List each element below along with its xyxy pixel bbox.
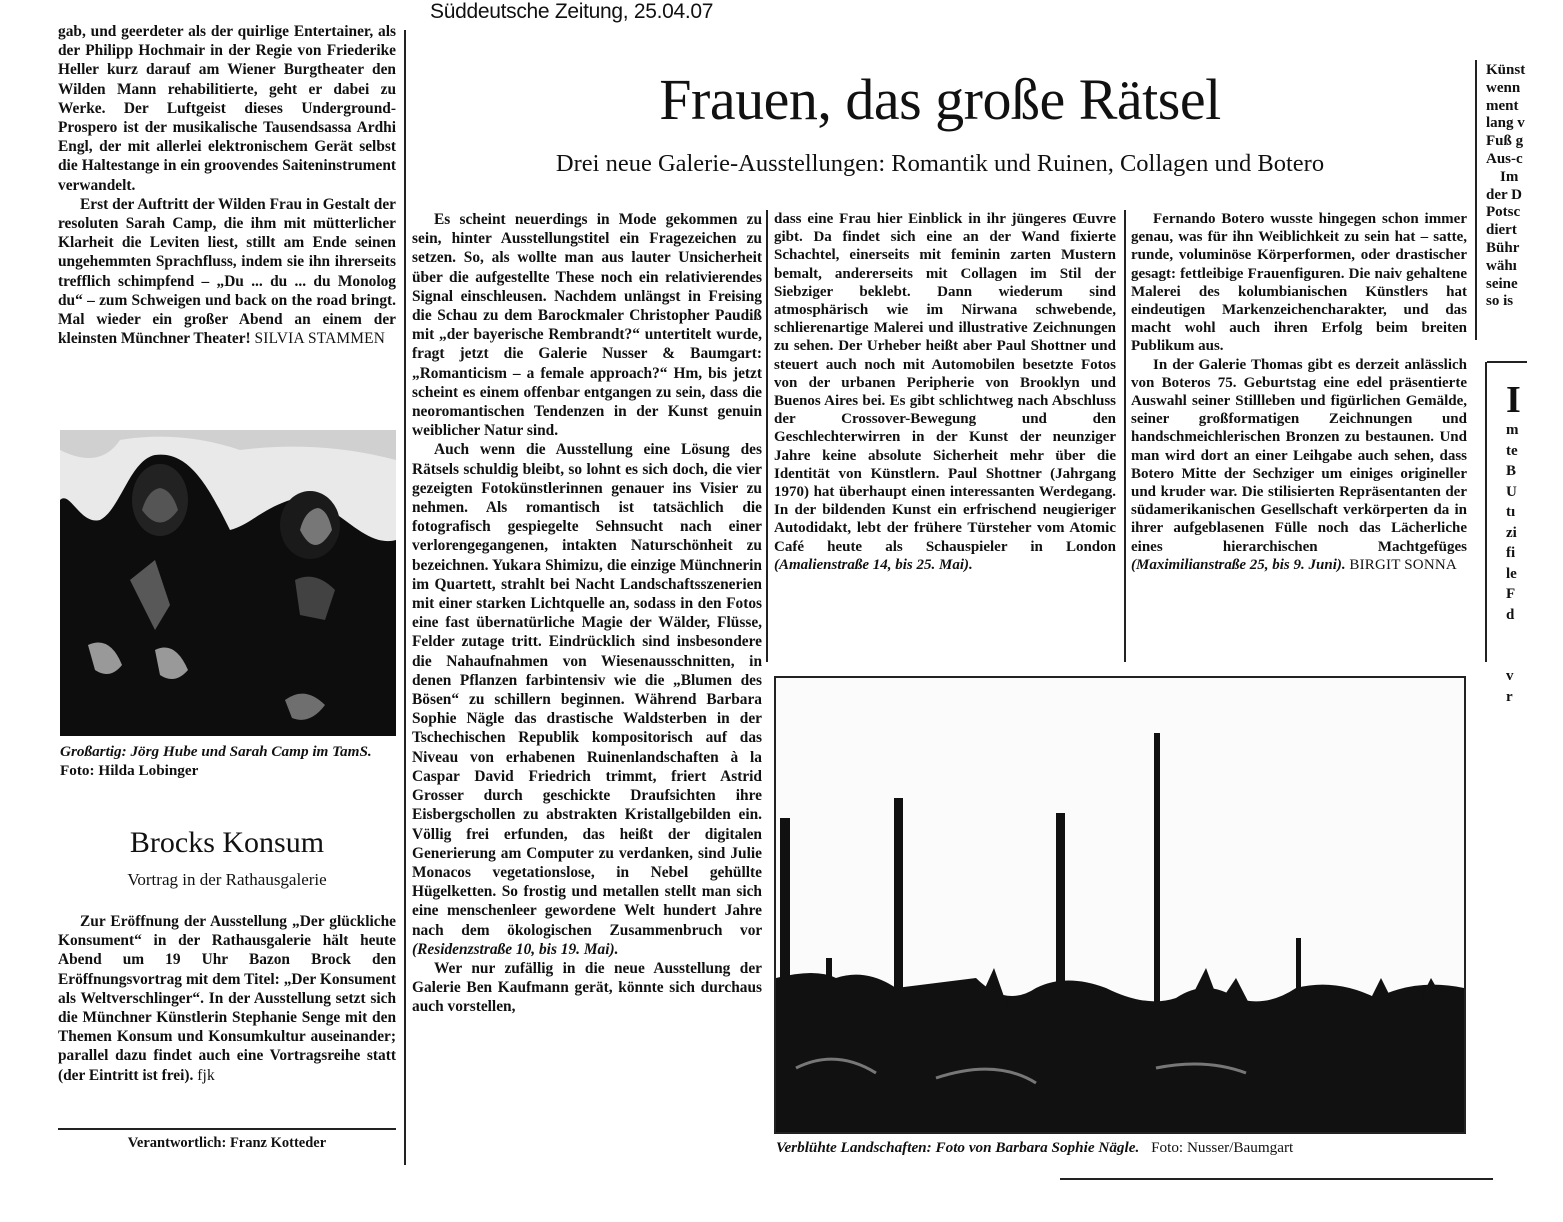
photo-dead-forest-landscape <box>774 676 1466 1134</box>
article-paragraph: Wer nur zufällig in die neue Ausstellung der Galerie Ben Kaufmann gerät, könnte sich durchaus auch vorstellen, <box>412 959 762 1016</box>
fragment-line: fi <box>1506 545 1516 561</box>
review-paragraph <box>58 195 396 349</box>
fragment-line: wenn <box>1486 79 1521 96</box>
fragment-line <box>1506 646 1536 667</box>
fragment-line: U <box>1506 483 1517 500</box>
section-rule <box>1060 1178 1493 1180</box>
source-line: Süddeutsche Zeitung, 25.04.07 <box>430 0 714 23</box>
fragment-line: d <box>1506 606 1515 623</box>
exhibition-address: (Maximilianstraße 25, bis 9. Juni). <box>1131 556 1346 573</box>
fragment-line: v <box>1506 668 1514 684</box>
article-paragraph-text: dass eine Frau hier Einblick in ihr jüngeres Œuvre gibt. Da findet sich eine an der Wand fixierte Schachtel, einerseits mit feminin zarten Mustern bemalt, andererseits mit Collagen im Stil der Siebziger beklebt. Dann wiederum sind atmosphärisch wie im Nirwana schwebende, schlierenartige Malerei und illustrative Zeichnungen zu sehen. Der Urheber heißt aber Paul Shottner und steuert auch noch mit Automobilen besetzte Fotos von der urbanen Peripherie von Brooklyn und Buenos Aires bei. Es gibt schlichtweg nach Abschluss der Crossover-Bewegung und den Geschlechterwirren in der Kunst der neunziger Jahre keine absolute Sicherheit mehr über die Identität von Künstlern. Paul Shottner (Jahrgang 1970) hat überhaupt einen interessanten Werdegang. In der bildenden Kunst ein erfrischend neugieriger Autodidakt, lebt der frühere Türsteher vom Atomic Café heute als Schauspieler in London <box>774 211 1116 555</box>
fragment-line: Im <box>1500 168 1519 185</box>
drop-cap-initial: I <box>1506 379 1521 421</box>
author-byline: SILVIA STAMMEN <box>254 330 386 348</box>
fragment-line: B <box>1506 463 1517 479</box>
theater-review-continuation <box>58 22 396 348</box>
box-rule <box>1487 361 1527 363</box>
fragment-line: zi <box>1506 524 1517 541</box>
article-paragraph-text: Auch wenn die Ausstellung eine Lösung des Rätsels schuldig bleibt, so lohnt es sich doch, die vier gezeigten Fotokünstlerinnen genauer ins Visier zu nehmen. Als romantisch ist tatsächlich die fotografisch gespiegelte Sehnsucht nach einer verlorengegangenen, intakten Naturschönheit zu bezeichnen. Yukara Shimizu, die einzige Münchnerin im Quartett, strahlt bei Nacht Landschaftsszenerien mit einer starken Lichtquelle an, sodass in den Fotos eine fast übernatürliche Magie der Wälder, Flüsse, Felder zutage tritt. Eindrücklich sind insbesondere die Nahaufnahmen von Wiesenausschnitten, in denen Pflanzen farbintensiv wie die „Blumen des Bösen“ zu schillern beginnen. Während Barbara Sophie Nägle das drastische Waldsterben in der Tschechischen Republik kompositorisch auf das Niveau von erhabenen Ruinenlandschaften à la Caspar David Friedrich trimmt, friert Astrid Grosser durch geschickte Draufsichten ihre Eisbergschollen zu abstrakten Kristallgebilden ein. Völlig frei erfunden, das heißt der digitalen Generierung am Computer zu verdanken, sind Julie Monacos vegetationslose, in Nebel gehüllte Hügelketten. So frostig und metallen stellt man sich eine menschenleer gewordene Welt hundert Jahre nach dem ökologischen Zusammenbruch vor <box>412 441 762 939</box>
brocks-subheadline: Vortrag in der Rathausgalerie <box>127 870 327 889</box>
fragment-line: wähı <box>1486 257 1517 274</box>
article-paragraph: Es scheint neuerdings in Mode gekommen zu sein, hinter Ausstellungstitel ein Fragezeichen zu setzen. So, als wollte man aus lauter Unsicherheit über die aufgestellte These noch ein relativierendes Signal einschleusen. Nachdem unlängst in Freising die Schau zu dem Barockmaler Christopher Paudiß mit „der bayerische Rembrandt?“ untertitelt wurde, fragt jetzt die Galerie Nusser & Baumgart: „Romanticism – a female approach?“ Hm, bis jetzt scheint es einem offenbar entgangen zu sein, dass die neoromantischen Tendenzen in der Kunst genuin weiblicher Natur sind. <box>412 211 762 440</box>
photo-joerg-hube-sarah-camp <box>60 430 396 736</box>
photo-caption-landscape <box>776 1138 1462 1157</box>
article-paragraph: Fernando Botero wusste hingegen schon immer genau, was für ihn Weiblichkeit zu sein hat – satte, runde, voluminöse Körperformen, oder drastischer gesagt: fettleibige Frauenfiguren. Die naiv gehaltene Malerei des kolumbianischen Künstlers hat eindeutigen Markenzeichencharakter, und das macht wohl auch ihren Erfolg beim breiten Publikum aus. <box>1131 211 1467 355</box>
fragment-line: Aus-c <box>1486 150 1523 167</box>
column-rule <box>404 30 406 1165</box>
main-headline: Frauen, das große Rätsel <box>659 67 1221 132</box>
responsible-editor: Verantwortlich: Franz Kotteder <box>127 1135 327 1151</box>
review-paragraph-text: Erst der Auftritt der Wilden Frau in Gestalt der resoluten Sarah Camp, die ihm mit mütterlicher Klarheit die Leviten liest, stillt am Ende seinen ungehemmten Sprachfluss, indem sie ihn ihrerseits trefflich schimpfend – „Du ... du ... du Monolog du“ – zum Schweigen und back on the road bringt. Mal wieder ein großer Abend an einem der kleinsten Münchner Theater! <box>58 195 396 348</box>
fragment-line: F <box>1506 586 1516 602</box>
main-column-2 <box>774 210 1116 574</box>
exhibition-address: (Amalienstraße 14, bis 25. Mai). <box>774 556 973 573</box>
column-rule <box>1485 362 1487 662</box>
brocks-paragraph-text: Zur Eröffnung der Ausstellung „Der glückliche Konsument“ in der Rathausgalerie hält heute Abend um 19 Uhr Bazon Brock den Eröffnungsvortrag mit dem Titel: „Der Konsument als Weltverschlinger“. In der Ausstellung setzt sich die Münchner Künstlerin Stephanie Senge mit den Themen Konsum und Konsumkultur auseinander; parallel dazu findet auch eine Vortragsreihe statt (der Eintritt ist frei). <box>58 913 396 1084</box>
fragment-line: tı <box>1506 504 1516 520</box>
adjacent-article-fragment <box>1486 62 1558 311</box>
caption-text: Verblühte Landschaften: Foto von Barbara Sophie Nägle. <box>776 1139 1140 1156</box>
fragment-line: lang v <box>1486 115 1525 132</box>
adjacent-article-fragment-2 <box>1506 420 1536 707</box>
fragment-line: m <box>1506 422 1519 438</box>
caption-text: Großartig: Jörg Hube und Sarah Camp im TamS. <box>60 743 372 760</box>
fragment-line <box>1506 625 1536 646</box>
photo-credit: Foto: Hilda Lobinger <box>60 762 199 779</box>
article-paragraph-text: In der Galerie Thomas gibt es derzeit anlässlich von Boteros 75. Geburtstag eine edel präsentierte Auswahl seiner Stillleben und figürlichen Gemälde, seiner großformatigen Zeichnungen und handschmeichlerischen Bronzen zu bestaunen. Und man wird dort an einer Leihgabe auch sehen, dass Botero Mitte der Sechziger um einiges origineller und kruder war. Die stilisierten Repräsentanten der südamerikanischen Gesellschaft verkörperten da in ihrer aufgeblasenen Fülle noch das Lächerliche eines hierarchischen Machtgefüges <box>1131 356 1467 555</box>
fragment-line: te <box>1506 442 1518 459</box>
fragment-line: Bühr <box>1486 239 1520 256</box>
article-paragraph <box>412 440 762 958</box>
fragment-line: diert <box>1486 222 1517 239</box>
fragment-line: so is <box>1486 293 1514 310</box>
photo-credit: Foto: Nusser/Baumgart <box>1151 1139 1294 1156</box>
fragment-line: seine <box>1486 275 1518 292</box>
article-paragraph <box>1131 356 1467 574</box>
brocks-body <box>58 912 396 1085</box>
main-subheadline: Drei neue Galerie-Ausstellungen: Romantik und Ruinen, Collagen und Botero <box>555 150 1325 177</box>
fragment-line: Potsc <box>1486 204 1521 221</box>
fragment-line: der D <box>1486 186 1522 203</box>
author-byline: BIRGIT SONNA <box>1349 556 1457 573</box>
fragment-line: r <box>1506 688 1513 705</box>
exhibition-address: (Residenzstraße 10, bis 19. Mai). <box>412 940 619 958</box>
brocks-headline: Brocks Konsum <box>129 826 325 859</box>
column-rule <box>766 210 768 662</box>
column-rule <box>1124 210 1126 662</box>
fragment-line: le <box>1506 565 1517 582</box>
article-paragraph <box>774 210 1116 574</box>
column-rule <box>1475 60 1477 340</box>
brocks-paragraph <box>58 912 396 1085</box>
fragment-line: ment <box>1486 97 1519 114</box>
review-paragraph: gab, und geerdeter als der quirlige Entertainer, als der Philipp Hochmair in der Regie von Friederike Heller kurz darauf am Wiener Burgtheater den Wilden Mann rehabilitierte, geht er dabei zu Werke. Der Luftgeist dieses Underground-Prospero ist der musikalische Tausendsassa Ardhi Engl, der mit allerlei elektronischem Gerät selbst die Haltestange in ein groovendes Saiteninstrument verwandelt. <box>58 23 396 194</box>
main-column-3 <box>1131 210 1467 574</box>
author-byline: fjk <box>197 1066 215 1084</box>
fragment-line: Künst <box>1486 62 1526 78</box>
fragment-line: Fuß g <box>1486 133 1524 150</box>
photo-caption-left <box>60 742 396 780</box>
section-rule <box>58 1128 396 1130</box>
main-column-1 <box>412 210 762 1017</box>
